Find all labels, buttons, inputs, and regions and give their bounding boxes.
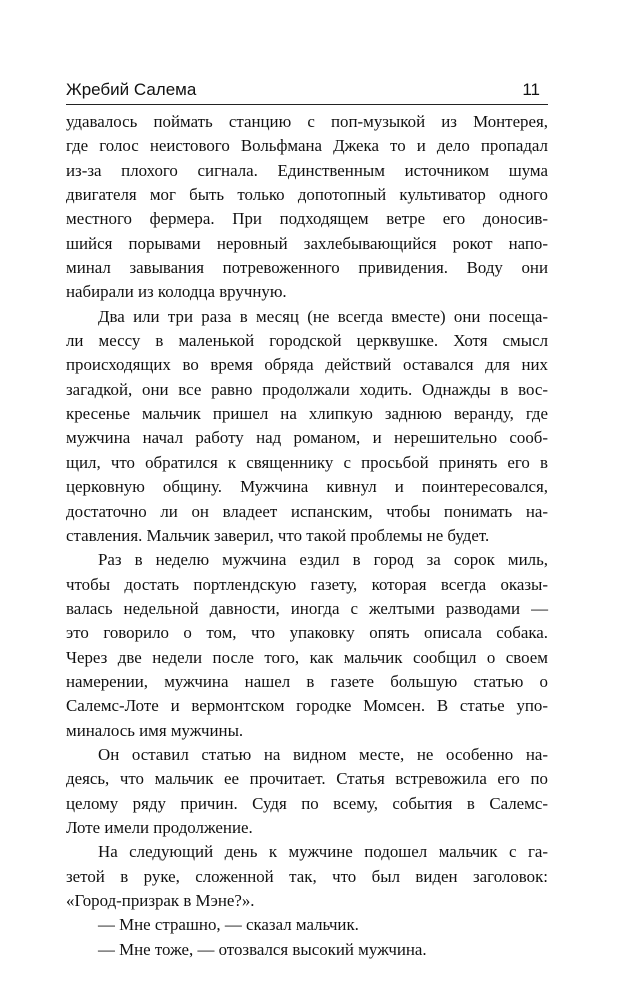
text-line: Два или три раза в месяц (не всегда вместе) они посеща-: [98, 306, 548, 326]
header-rule: [66, 104, 548, 105]
page-number: 11: [522, 80, 540, 99]
running-head: [66, 80, 548, 104]
text-line: щил, что обратился к священнику с просьбой принять его в: [66, 452, 548, 472]
text-line: чтобы достать портлендскую газету, которая всегда оказы-: [66, 574, 548, 594]
text-line: целому ряду причин. Судя по всему, события в Салемс-: [66, 793, 548, 813]
text-line: это говорило о том, что упаковку опять описала собака.: [66, 623, 548, 643]
text-line: происходящих во время обряда действий оставался для них: [66, 355, 548, 375]
text-line: — Мне тоже, — отозвался высокий мужчина.: [98, 939, 427, 959]
text-line: Лоте имели продолжение.: [66, 817, 253, 837]
text-line: «Город-призрак в Мэне?».: [66, 891, 255, 910]
text-line: церковную общину. Мужчина кивнул и поинтересовался,: [66, 477, 548, 497]
text-line: ставления. Мальчик заверил, что такой проблемы не будет.: [66, 525, 490, 545]
text-line: Раз в неделю мужчина ездил в город за сорок миль,: [98, 550, 548, 570]
paragraph: [66, 548, 548, 743]
text-line: набирали из колодца вручную.: [66, 282, 287, 302]
paragraph: [66, 938, 548, 962]
text-line: Он оставил статью на видном месте, не особенно на-: [98, 744, 548, 764]
text-line: загадкой, они все равно продолжали ходить. Однажды в вос-: [66, 379, 548, 399]
text-line: Через две недели после того, как мальчик сообщил о своем: [66, 647, 548, 667]
text-line: Салемс-Лоте и вермонтском городке Момсен. В статье упо-: [66, 696, 548, 716]
text-line: удавалось поймать станцию с поп-музыкой из Монтерея,: [66, 112, 548, 131]
text-line: ли мессу в маленькой городской церквушке. Хотя смысл: [66, 331, 548, 351]
book-title: Жребий Салема: [66, 80, 197, 99]
paragraph: [66, 840, 548, 913]
body-text: [66, 110, 548, 962]
text-line: кресенье мальчик пришел на хлипкую заднюю веранду, где: [66, 404, 548, 424]
paragraph: [66, 305, 548, 548]
text-line: — Мне страшно, — сказал мальчик.: [98, 915, 359, 935]
text-line: На следующий день к мужчине подошел мальчик с га-: [98, 842, 548, 862]
text-line: намерении, мужчина нашел в газете большую статью о: [66, 671, 548, 691]
text-line: двигателя мог быть только допотопный культиватор одного: [66, 185, 548, 205]
paragraph: [66, 913, 548, 937]
text-line: минал завывания потревоженного привидения. Воду они: [66, 258, 548, 278]
text-line: деясь, что мальчик ее прочитает. Статья встревожила его по: [66, 769, 548, 789]
text-line: миналось имя мужчины.: [66, 720, 244, 740]
text-line: где голос неистового Вольфмана Джека то и дело пропадал: [66, 136, 548, 156]
text-line: местного фермера. При подходящем ветре его доносив-: [66, 209, 548, 229]
paragraph: [66, 743, 548, 840]
text-line: шийся порывами неровный захлебывающийся рокот напо-: [66, 233, 548, 253]
text-line: зетой в руке, сложенной так, что был виден заголовок:: [66, 866, 548, 886]
text-line: достаточно ли он владеет испанским, чтобы понимать на-: [66, 501, 548, 521]
text-line: мужчина начал работу над романом, и нерешительно сооб-: [66, 428, 548, 448]
paragraph: [66, 110, 548, 305]
text-line: валась недельной давности, иногда с желтыми разводами —: [66, 598, 548, 618]
text-line: из-за плохого сигнала. Единственным источником шума: [66, 160, 548, 180]
